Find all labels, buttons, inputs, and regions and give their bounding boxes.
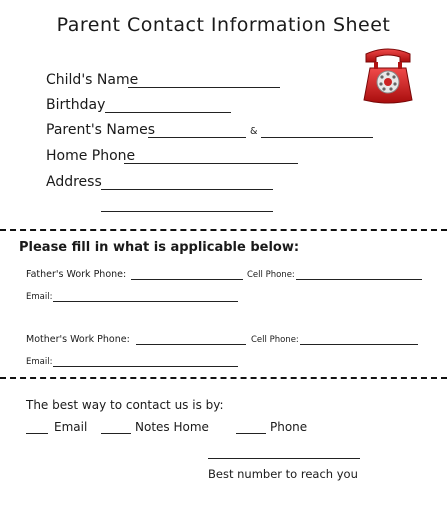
email-option-label: Email: [54, 420, 88, 434]
best-number-field[interactable]: [208, 458, 360, 459]
phone-option-blank[interactable]: [236, 433, 266, 434]
father-email-field[interactable]: [53, 301, 238, 302]
home-phone-field[interactable]: [124, 163, 298, 164]
child-name-label: Child's Name: [46, 72, 139, 88]
parent-name-2-field[interactable]: [261, 137, 373, 138]
red-telephone-icon: [360, 44, 416, 106]
mother-email-label: Email:: [26, 357, 53, 367]
best-number-label: Best number to reach you: [208, 467, 358, 481]
notes-home-option-blank[interactable]: [101, 433, 131, 434]
mother-email-field[interactable]: [53, 366, 238, 367]
parents-names-label: Parent's Names: [46, 122, 156, 138]
email-option-blank[interactable]: [26, 433, 48, 434]
section-divider-1: [0, 229, 447, 231]
mother-cell-phone-label: Cell Phone:: [251, 335, 299, 345]
ampersand-label: &: [250, 126, 258, 137]
mother-work-phone-field[interactable]: [136, 344, 246, 345]
mother-work-phone-label: Mother's Work Phone:: [26, 334, 130, 345]
title: Parent Contact Information Sheet: [56, 14, 391, 36]
address-label: Address: [46, 174, 102, 190]
father-cell-phone-label: Cell Phone:: [247, 270, 295, 280]
section-heading: Please fill in what is applicable below:: [19, 240, 300, 255]
contact-pref-heading: The best way to contact us is by:: [26, 398, 224, 412]
mother-cell-phone-field[interactable]: [300, 344, 418, 345]
home-phone-label: Home Phone: [46, 148, 136, 164]
birthday-field[interactable]: [105, 112, 231, 113]
father-work-phone-label: Father's Work Phone:: [26, 269, 127, 280]
phone-option-label: Phone: [270, 420, 308, 434]
notes-home-option-label: Notes Home: [135, 420, 209, 434]
father-email-label: Email:: [26, 292, 53, 302]
child-name-field[interactable]: [128, 87, 280, 88]
parent-name-1-field[interactable]: [148, 137, 246, 138]
father-cell-phone-field[interactable]: [296, 279, 422, 280]
address-line-1-field[interactable]: [101, 189, 273, 190]
birthday-label: Birthday: [46, 97, 106, 113]
father-work-phone-field[interactable]: [131, 279, 243, 280]
address-line-2-field[interactable]: [101, 211, 273, 212]
section-divider-2: [0, 377, 447, 379]
